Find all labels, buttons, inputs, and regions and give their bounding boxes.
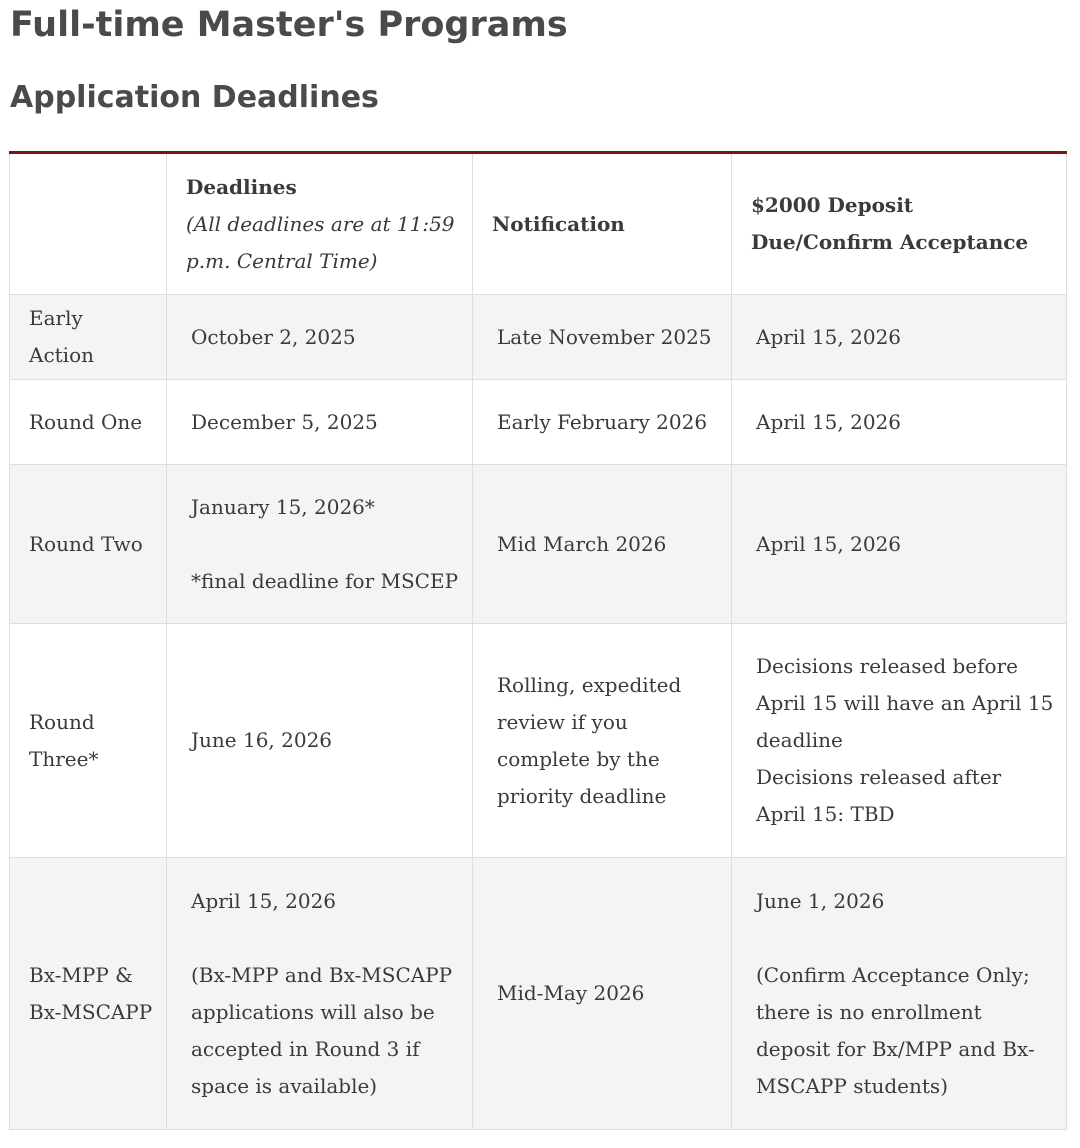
cell-deadline-note: *final deadline for MSCEP bbox=[191, 568, 459, 593]
cell-deadline: October 2, 2025 bbox=[167, 295, 473, 380]
cell-notification: Mid-May 2026 bbox=[473, 858, 732, 1130]
cell-deadline bbox=[167, 858, 473, 1130]
cell-notification: Mid March 2026 bbox=[473, 465, 732, 624]
cell-deadline-note: (Bx-MPP and Bx-MSCAPP applications will also be accepted in Round 3 if space is available) bbox=[191, 962, 453, 1098]
cell-round: Round Two bbox=[10, 465, 167, 624]
table-row bbox=[10, 295, 1067, 380]
header-deadlines-title: Deadlines bbox=[186, 174, 297, 199]
cell-round: Round One bbox=[10, 380, 167, 465]
header-round bbox=[10, 153, 167, 295]
cell-round: Early Action bbox=[10, 295, 167, 380]
cell-round: Bx-MPP & Bx-MSCAPP bbox=[10, 858, 167, 1130]
cell-deadline-date: January 15, 2026* bbox=[191, 494, 375, 519]
cell-notification: Late November 2025 bbox=[473, 295, 732, 380]
cell-deposit: April 15, 2026 bbox=[732, 380, 1067, 465]
deadlines-table bbox=[9, 151, 1067, 1130]
cell-deposit-line1: Decisions released before April 15 will have an April 15 deadline bbox=[756, 654, 1054, 752]
header-notification: Notification bbox=[473, 153, 732, 295]
page-title: Full-time Master's Programs bbox=[10, 5, 568, 45]
cell-deposit: April 15, 2026 bbox=[732, 465, 1067, 624]
cell-deadline bbox=[167, 465, 473, 624]
table-row bbox=[10, 380, 1067, 465]
header-deadlines bbox=[167, 153, 473, 295]
cell-deposit bbox=[732, 858, 1067, 1130]
header-deadlines-note: (All deadlines are at 11:59 p.m. Central Time) bbox=[186, 211, 455, 273]
table-row bbox=[10, 624, 1067, 858]
section-title: Application Deadlines bbox=[10, 80, 379, 115]
table-row bbox=[10, 858, 1067, 1130]
cell-deposit-date: June 1, 2026 bbox=[756, 888, 885, 913]
cell-deposit-line2: Decisions released after April 15: TBD bbox=[756, 765, 1002, 826]
cell-round: Round Three* bbox=[10, 624, 167, 858]
header-deposit: $2000 Deposit Due/Confirm Acceptance bbox=[732, 153, 1067, 295]
cell-deposit bbox=[732, 624, 1067, 858]
cell-notification: Rolling, expedited review if you complete by the priority deadline bbox=[473, 624, 732, 858]
cell-deadline-date: April 15, 2026 bbox=[191, 888, 337, 913]
cell-notification: Early February 2026 bbox=[473, 380, 732, 465]
cell-deposit-note: (Confirm Acceptance Only; there is no enrollment deposit for Bx/MPP and Bx-MSCAPP students) bbox=[756, 962, 1035, 1098]
table-row bbox=[10, 465, 1067, 624]
table-header-row bbox=[10, 153, 1067, 295]
cell-deadline: June 16, 2026 bbox=[167, 624, 473, 858]
cell-deadline: December 5, 2025 bbox=[167, 380, 473, 465]
cell-deposit: April 15, 2026 bbox=[732, 295, 1067, 380]
